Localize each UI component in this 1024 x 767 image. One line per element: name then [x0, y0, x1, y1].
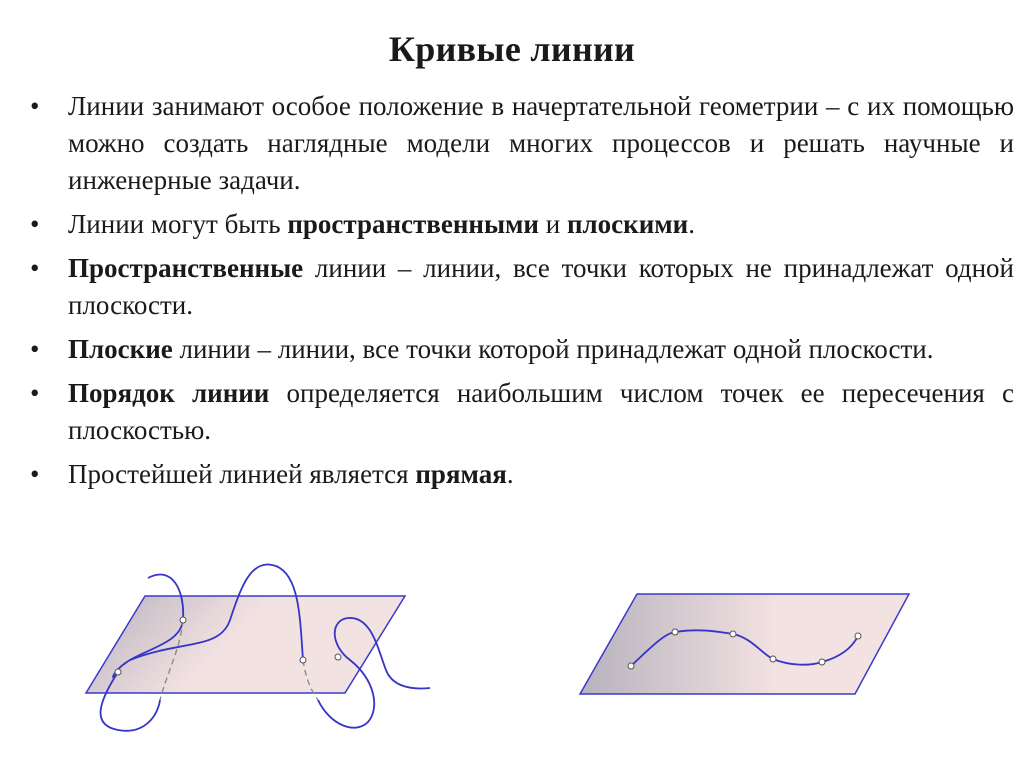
bullet-list: [0, 88, 1024, 500]
bullet-text: определяется наибольшим числом точек ее пересечения с плоскостью.: [68, 378, 1014, 445]
curve-point: [628, 663, 634, 669]
left-plane: [86, 596, 405, 693]
bullet-text: .: [506, 459, 514, 489]
bullet-text: Линии занимают особое положение в начертательной геометрии – с их помощью можно создать наглядные модели многих процессов и решать научные и инженерные задачи.: [68, 91, 1014, 195]
bullet-text: .: [688, 209, 695, 239]
bullet-text: Простейшей линией является: [68, 459, 416, 489]
bullet-bold-term: пространственными: [287, 209, 539, 239]
intersection-point: [300, 657, 306, 663]
bullet-text: линии – линии, все точки которых не принадлежат одной плоскости.: [68, 253, 1014, 320]
bullet-bold-term: Порядок линии: [68, 378, 270, 408]
bullet-bold-term: Пространственные: [68, 253, 304, 283]
curve-point: [819, 659, 825, 665]
intersection-point: [115, 669, 121, 675]
right-plane: [580, 594, 909, 694]
intersection-point: [335, 654, 341, 660]
bullet-bold-term: плоскими: [566, 209, 689, 239]
bullet-bold-term: прямая: [415, 459, 507, 489]
bullet-text: и: [539, 209, 567, 239]
bullet-item: [0, 456, 1024, 493]
curve-point: [770, 656, 776, 662]
curve-point: [730, 631, 736, 637]
page-title: Кривые линии: [388, 29, 636, 69]
bullet-item: [0, 88, 1024, 199]
bullet-bold-term: Плоские: [68, 334, 173, 364]
bullet-item: [0, 250, 1024, 324]
bullet-item: [0, 331, 1024, 368]
illustration: [0, 555, 1024, 767]
curve-point: [672, 629, 678, 635]
curve-point: [855, 633, 861, 639]
bullet-item: [0, 206, 1024, 243]
bullet-item: [0, 375, 1024, 449]
bullet-text: линии – линии, все точки которой принадлежат одной плоскости.: [172, 334, 934, 364]
bullet-text: Линии могут быть: [68, 209, 288, 239]
intersection-point: [180, 617, 186, 623]
